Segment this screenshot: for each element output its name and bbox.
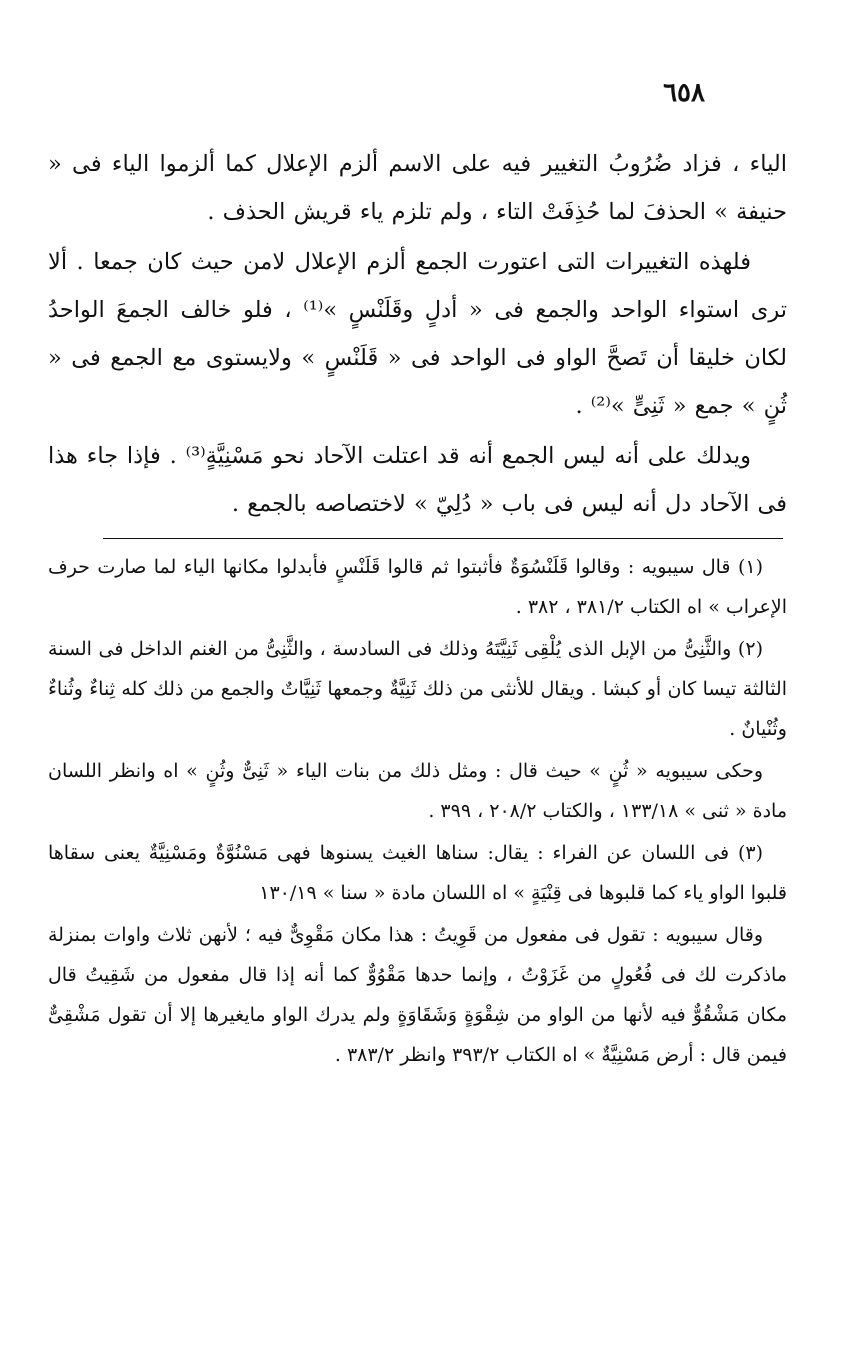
footnote-2-continuation: وحكى سيبويه « ثُنٍ » حيث قال : ومثل ذلك من بنات الياء « ثَنِىٌّ وثُنٍ » اه وانظر اللسان مادة « ثنى » ١٣٣/١٨ ، والكتاب ٢٠٨/٢ ، ٣٩٩ . xyxy=(48,760,787,822)
footnotes xyxy=(48,547,787,1075)
footnote-3-continuation: وقال سيبويه : تقول فى مفعول من قَوِيتُ : هذا مكان مَقْوِىٌّ فيه ؛ لأنهن ثلاث واوات بمنزلة ماذكرت لك فى فُعُولٍ من غَزَوْتُ ، وإنما حدها مَقْوُوٌّ كما أنه إذا قال مفعول من شَقِيتُ قال مكان مَشْقُوٌّ فيه لأنها من الواو من شِقْوَةٍ وَشَقَاوَةٍ ولم يدرك الواو مايغيرها إلا أن تقول مَشْقِىٌّ فيمن قال : أرض مَسْنِيَّةٌ » اه الكتاب ٣٩٣/٢ وانظر ٣٨٣/٢ . xyxy=(48,924,787,1066)
main-paragraph-1: الياء ، فزاد ضُرُوبُ التغيير فيه على الاسم ألزم الإعلال كما ألزموا الياء فى « حنيفة » الحذفَ لما حُذِفَتْ التاء ، ولم تلزم ياء قريش الحذف . xyxy=(48,151,787,225)
main-paragraph-3: ويدلك على أنه ليس الجمع أنه قد اعتلت الآحاد نحو مَسْنِيَّةٍ⁽³⁾ . فإذا جاء هذا فى الآحاد دل أنه ليس فى باب « دُلِيّ » لاختصاصه بالجمع . xyxy=(48,443,787,517)
main-paragraph-2: فلهذه التغييرات التى اعتورت الجمع ألزم الإعلال لامن حيث كان جمعا . ألا ترى استواء الواحد والجمع فى « أدلٍ وقَلَنْسٍ »⁽¹⁾ ، فلو خالف الجمعَ الواحدُ لكان خليقا أن تَصحَّ الواو فى الواحد فى « قَلَنْسٍ » ولايستوى مع الجمع فى « ثُنٍ » جمع « ثَنِىٍّ »⁽²⁾ . xyxy=(48,249,788,419)
main-text xyxy=(48,140,787,528)
footnote-3: (٣) فى اللسان عن الفراء : يقال: سناها الغيث يسنوها فهى مَسْنُوَّةٌ ومَسْنِيَّةٌ يعنى سقاها قلبوا الواو ياء كما قلبوها فى قِنْيَةٍ » اه اللسان مادة « سنا » ١٣٠/١٩ xyxy=(48,842,787,904)
page-number: ٦٥٨ xyxy=(663,78,705,108)
footnote-1: (١) قال سيبويه : وقالوا قَلَنْسُوَةٌ فأثبتوا ثم قالوا قَلَنْسٍ فأبدلوا مكانها الياء لما صارت حرف الإعراب » اه الكتاب ٣٨١/٢ ، ٣٨٢ . xyxy=(48,556,787,618)
footnote-divider xyxy=(103,538,783,539)
footnote-2: (٢) والثَّنِىُّ من الإبل الذى يُلْقِى ثَنِيَّتَهُ وذلك فى السادسة ، والثَّنِىُّ من الغنم الداخل فى السنة الثالثة تيسا كان أو كبشا . ويقال للأنثى من ذلك ثَنِيَّةٌ وجمعها ثَنِيَّاتٌ والجمع من ذلك كله ثِناءٌ وثُناءٌ وثُنْيانٌ . xyxy=(48,638,787,740)
